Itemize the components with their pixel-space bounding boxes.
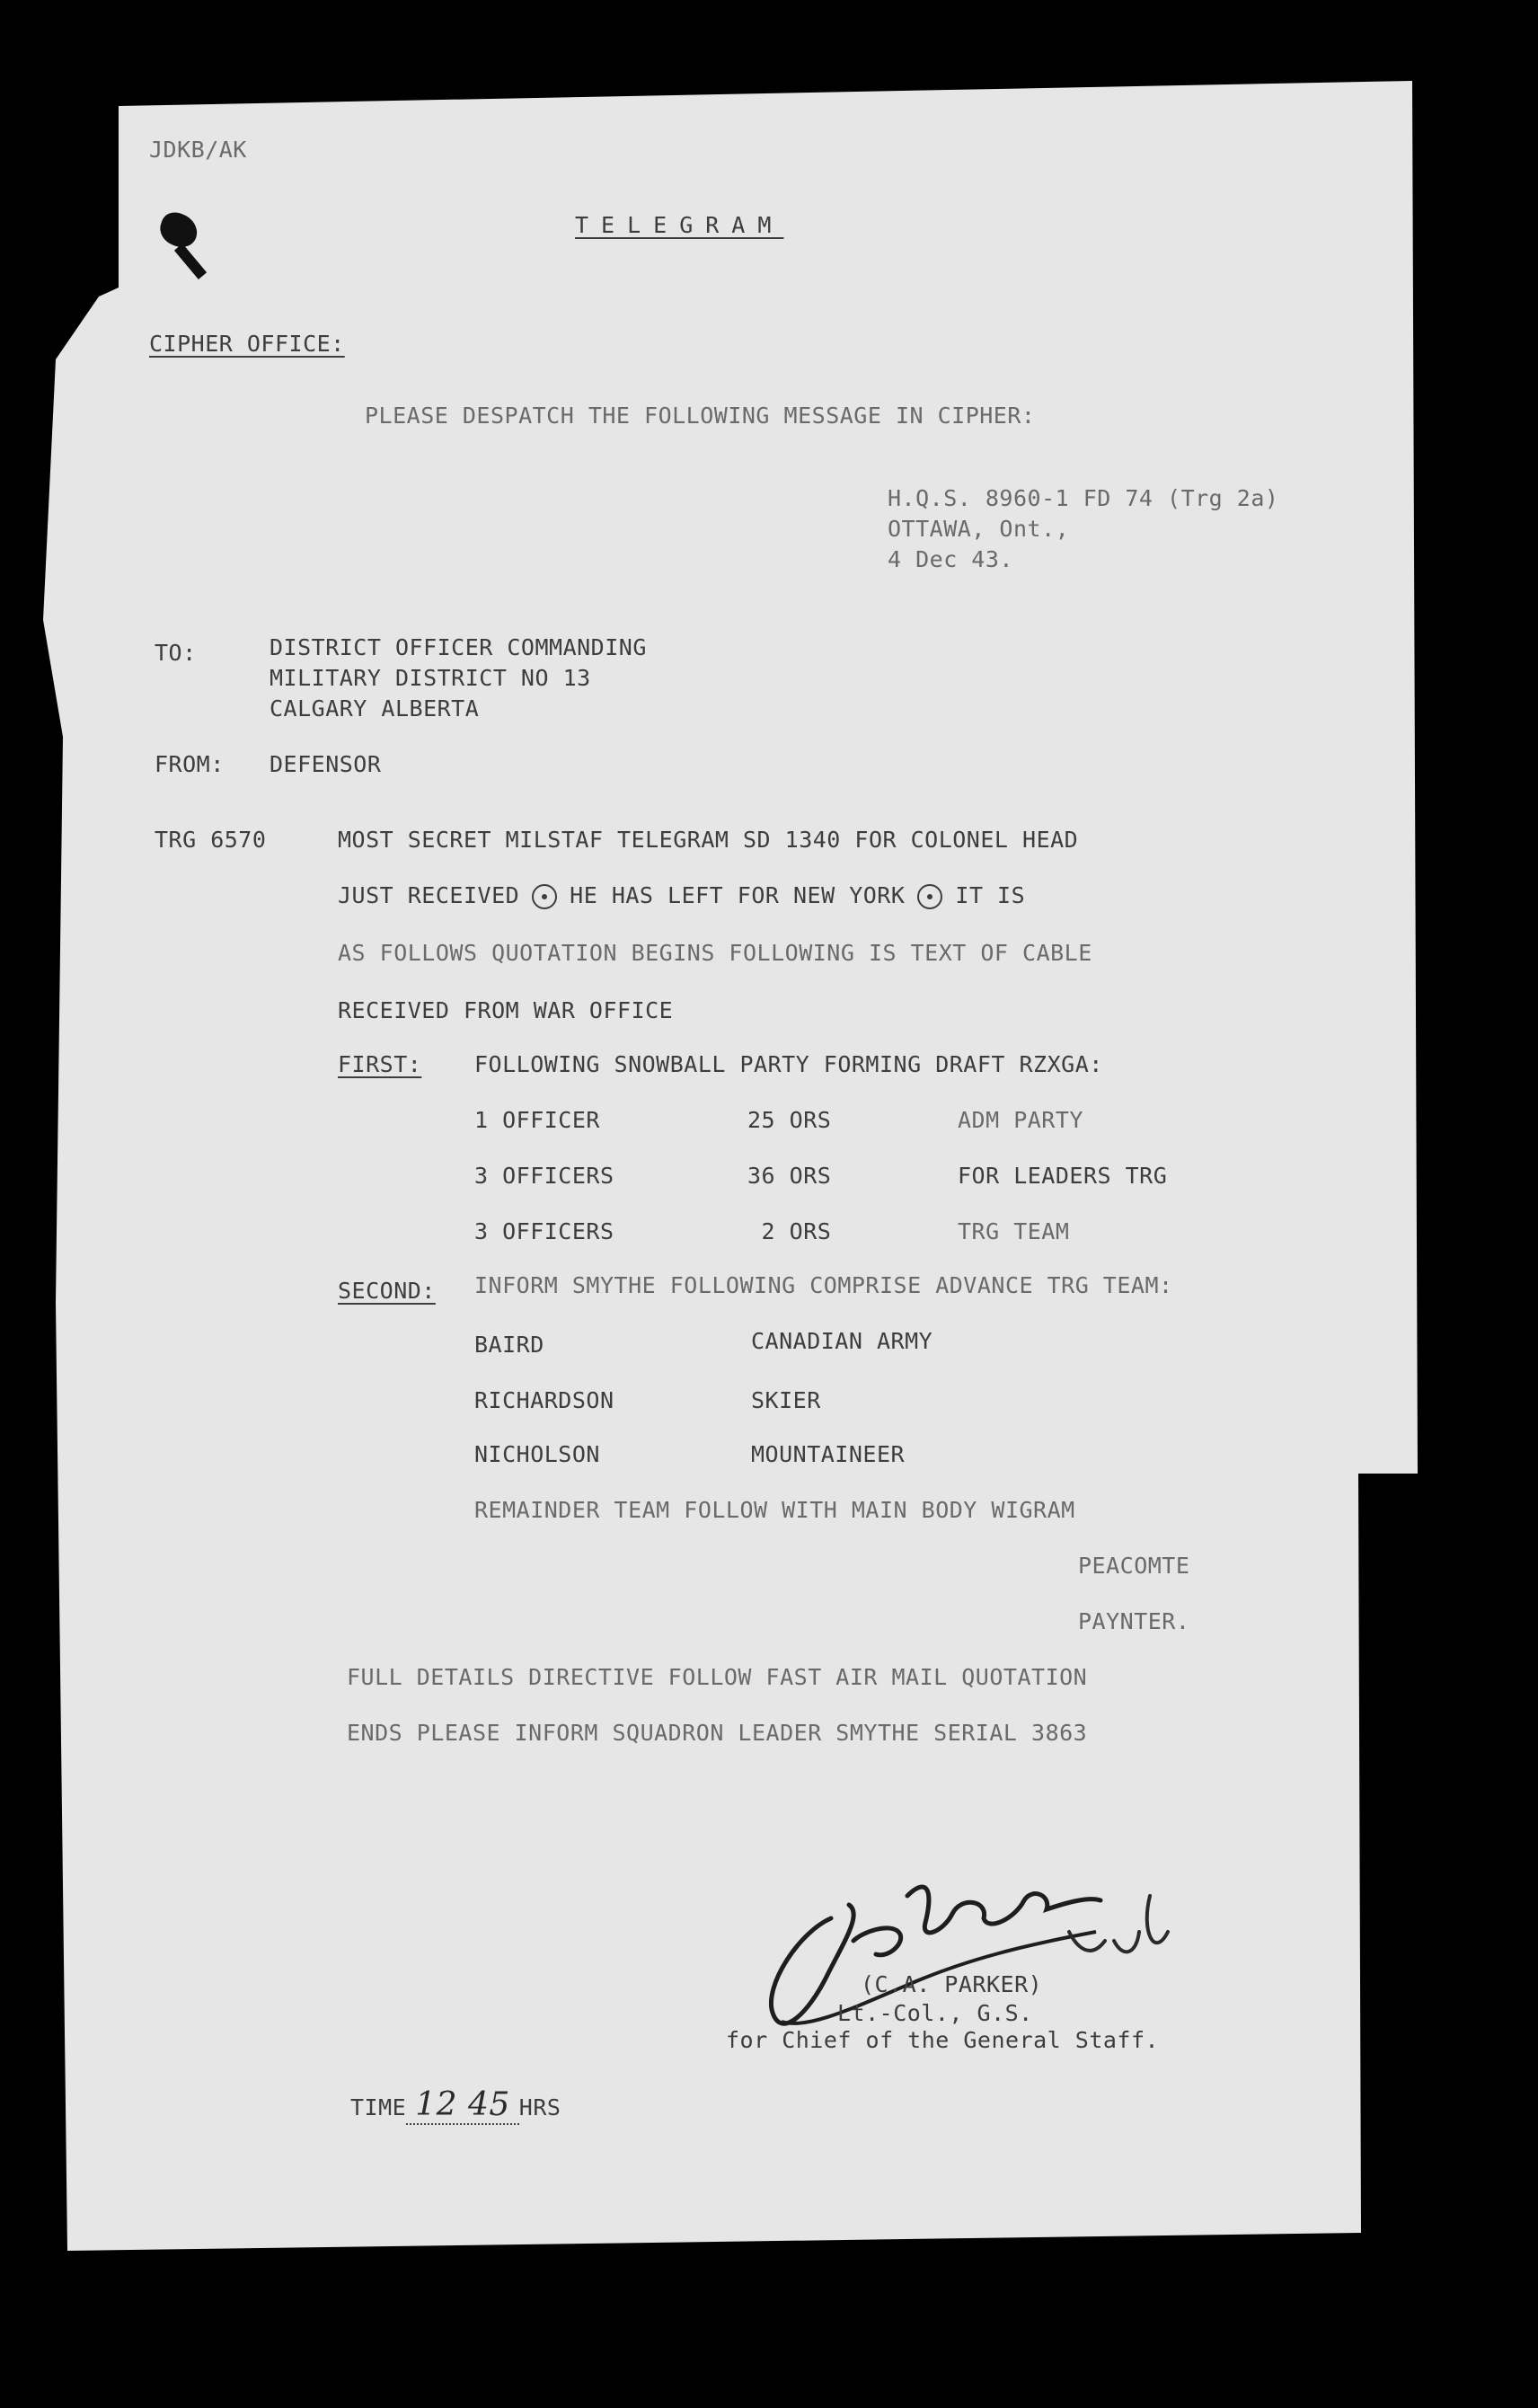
team-row-1-name: BAIRD bbox=[474, 1332, 544, 1358]
remainder-line: REMAINDER TEAM FOLLOW WITH MAIN BODY WIGRAM bbox=[474, 1497, 1075, 1523]
signatory-rank: Lt.-Col., G.S. bbox=[837, 2000, 1033, 2026]
details-line-2: ENDS PLEASE INFORM SQUADRON LEADER SMYTHE SERIAL 3863 bbox=[347, 1720, 1088, 1746]
time-value: 12 45 bbox=[406, 2086, 519, 2125]
message-line-4: RECEIVED FROM WAR OFFICE bbox=[338, 997, 674, 1023]
place-line: OTTAWA, Ont., bbox=[888, 516, 1070, 542]
to-line-2: MILITARY DISTRICT NO 13 bbox=[270, 665, 591, 691]
message-line-3: AS FOLLOWS QUOTATION BEGINS FOLLOWING IS TEXT OF CABLE bbox=[338, 940, 1092, 966]
team-row-1-desc: CANADIAN ARMY bbox=[751, 1328, 933, 1354]
signatory-for: for Chief of the General Staff. bbox=[726, 2027, 1160, 2053]
full-stop-circle-icon bbox=[532, 884, 557, 909]
party-row-1-ors: 25 ORS bbox=[747, 1107, 832, 1133]
from-value: DEFENSOR bbox=[270, 751, 382, 777]
team-row-2-desc: SKIER bbox=[751, 1387, 821, 1413]
party-row-1-officers: 1 OFFICER bbox=[474, 1107, 600, 1133]
full-stop-circle-icon bbox=[917, 884, 942, 909]
cipher-instruction: PLEASE DESPATCH THE FOLLOWING MESSAGE IN CIPHER: bbox=[365, 403, 1036, 429]
message-line-2b: HE HAS LEFT FOR NEW YORK bbox=[570, 882, 906, 908]
message-line-2c: IT IS bbox=[955, 882, 1026, 908]
to-line-3: CALGARY ALBERTA bbox=[270, 695, 480, 722]
time-field bbox=[350, 2086, 561, 2123]
party-row-2-officers: 3 OFFICERS bbox=[474, 1163, 614, 1189]
signatory-name: (C.A. PARKER) bbox=[861, 1971, 1043, 1997]
message-line-2a: JUST RECEIVED bbox=[338, 882, 520, 908]
message-line-2 bbox=[338, 882, 1025, 909]
to-line-1: DISTRICT OFFICER COMMANDING bbox=[270, 634, 647, 660]
team-row-3-name: NICHOLSON bbox=[474, 1441, 600, 1467]
details-line-1: FULL DETAILS DIRECTIVE FOLLOW FAST AIR MAIL QUOTATION bbox=[347, 1664, 1088, 1690]
team-row-3-desc: MOUNTAINEER bbox=[751, 1441, 906, 1467]
first-text: FOLLOWING SNOWBALL PARTY FORMING DRAFT RZXGA: bbox=[474, 1051, 1103, 1077]
message-line-1: MOST SECRET MILSTAF TELEGRAM SD 1340 FOR COLONEL HEAD bbox=[338, 827, 1079, 853]
time-suffix: HRS bbox=[518, 2094, 561, 2120]
cipher-office-label: CIPHER OFFICE: bbox=[149, 331, 345, 357]
party-row-1-role: ADM PARTY bbox=[958, 1107, 1083, 1133]
first-label: FIRST: bbox=[338, 1051, 422, 1077]
party-row-3-ors: 2 ORS bbox=[747, 1218, 832, 1244]
message-prefix: TRG 6570 bbox=[155, 827, 267, 853]
team-name-paynter: PAYNTER. bbox=[1078, 1608, 1190, 1634]
from-label: FROM: bbox=[155, 751, 225, 777]
second-label: SECOND: bbox=[338, 1278, 436, 1304]
party-row-2-ors: 36 ORS bbox=[747, 1163, 832, 1189]
party-row-2-role: FOR LEADERS TRG bbox=[958, 1163, 1168, 1189]
date-line: 4 Dec 43. bbox=[888, 546, 1013, 572]
second-text: INFORM SMYTHE FOLLOWING COMPRISE ADVANCE TRG TEAM: bbox=[474, 1272, 1173, 1298]
file-reference: H.Q.S. 8960-1 FD 74 (Trg 2a) bbox=[888, 485, 1279, 511]
to-label: TO: bbox=[155, 640, 197, 666]
telegram-title: TELEGRAM bbox=[575, 212, 784, 238]
team-name-peacomte: PEACOMTE bbox=[1078, 1553, 1190, 1579]
reference-code: JDKB/AK bbox=[149, 137, 247, 163]
team-row-2-name: RICHARDSON bbox=[474, 1387, 614, 1413]
party-row-3-officers: 3 OFFICERS bbox=[474, 1218, 614, 1244]
party-row-3-role: TRG TEAM bbox=[958, 1218, 1070, 1244]
time-label: TIME bbox=[350, 2094, 407, 2120]
